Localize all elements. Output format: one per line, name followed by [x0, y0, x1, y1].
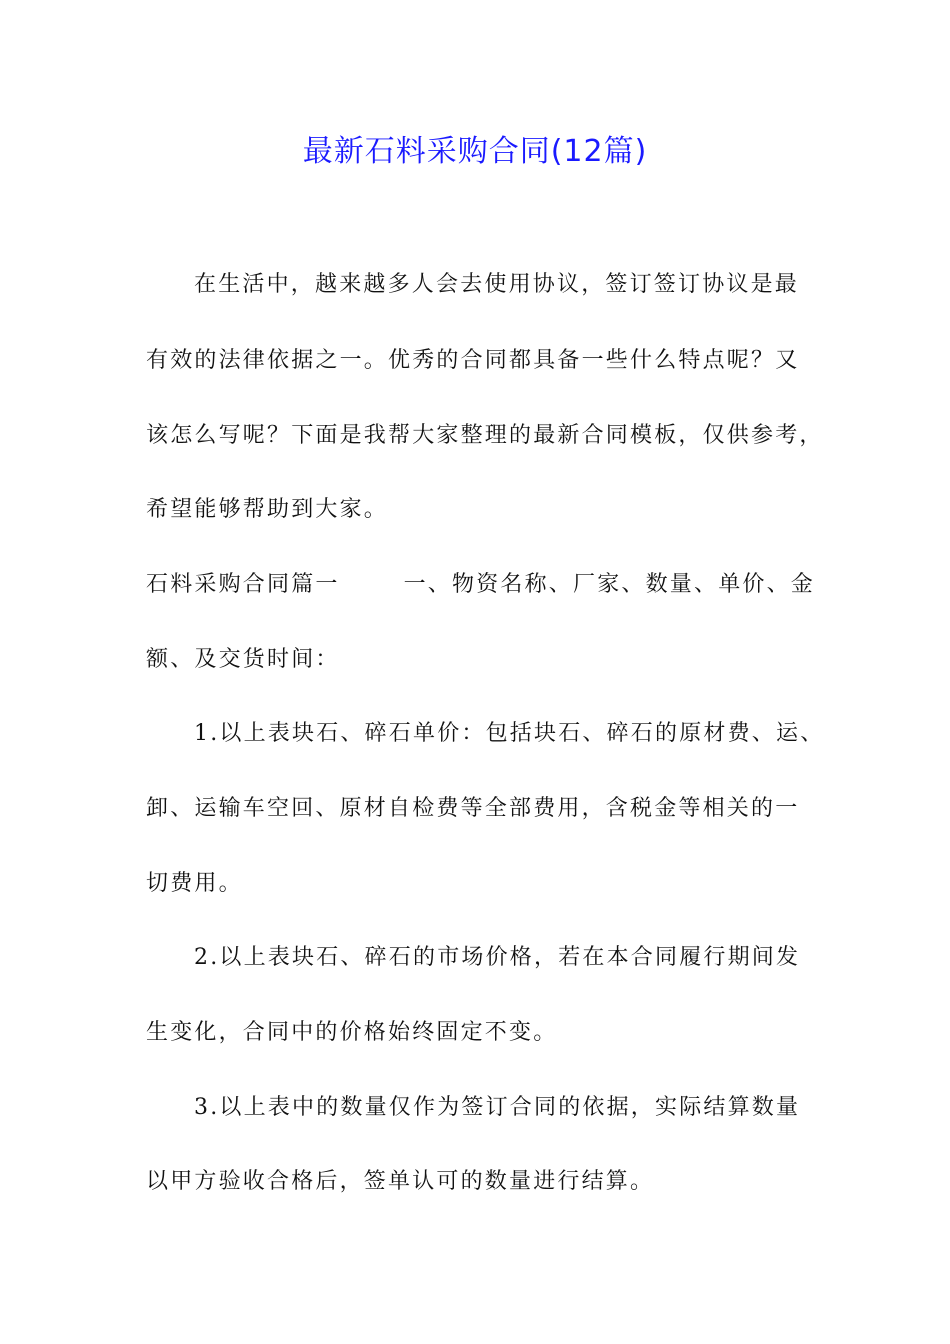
intro-line-1: 在生活中，越来越多人会去使用协议，签订签订协议是最 [194, 272, 800, 297]
item-3-line-1: 3.以上表中的数量仅作为签订合同的依据，实际结算数量 [194, 1095, 801, 1120]
item-2-line-2: 生变化，合同中的价格始终固定不变。 [146, 1020, 558, 1045]
section-heading: 石料采购合同篇一 [146, 572, 340, 597]
intro-line-2: 有效的法律依据之一。优秀的合同都具备一些什么特点呢？又 [146, 348, 800, 373]
clause-1-heading-cont: 额、及交货时间： [146, 647, 340, 672]
intro-line-4: 希望能够帮助到大家。 [146, 497, 389, 522]
item-1-line-3: 切费用。 [146, 871, 243, 896]
item-1-line-2: 卸、运输车空回、原材自检费等全部费用，含税金等相关的一 [146, 796, 800, 821]
document-title: 最新石料采购合同(12篇) [302, 134, 648, 169]
section-heading-line [146, 570, 814, 600]
clause-1-heading: 一、物资名称、厂家、数量、单价、金 [403, 572, 816, 597]
item-2-line-1: 2.以上表块石、碎石的市场价格，若在本合同履行期间发 [194, 945, 801, 970]
intro-line-3: 该怎么写呢？下面是我帮大家整理的最新合同模板，仅供参考， [146, 423, 824, 448]
item-1-line-1: 1.以上表块石、碎石单价：包括块石、碎石的原材费、运、 [194, 721, 825, 746]
item-3-line-2: 以甲方验收合格后，签单认可的数量进行结算。 [146, 1169, 655, 1194]
